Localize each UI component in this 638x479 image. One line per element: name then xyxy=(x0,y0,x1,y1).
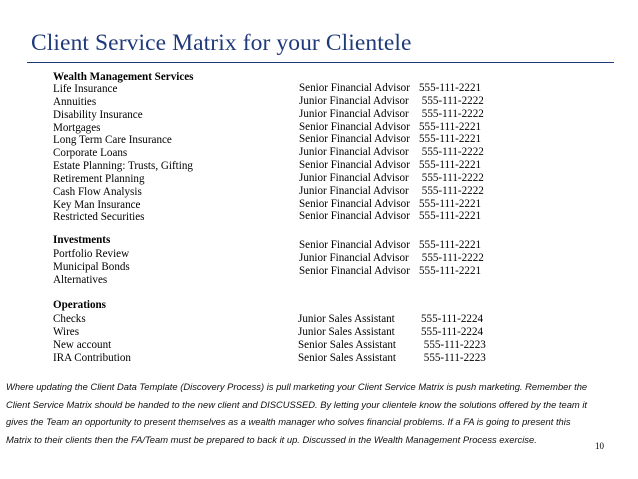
contact-row xyxy=(299,185,484,198)
service-item: Estate Planning: Trusts, Gifting xyxy=(53,160,193,173)
contact-role: Junior Sales Assistant xyxy=(298,325,395,338)
contact-role: Senior Financial Advisor xyxy=(299,239,410,251)
contact-role: Senior Financial Advisor xyxy=(299,133,410,146)
contact-phone: 555-111-2221 xyxy=(419,264,482,277)
operations-contacts-list xyxy=(298,313,486,364)
contact-role: Senior Financial Advisor xyxy=(299,82,410,94)
contact-phone: 555-111-2221 xyxy=(419,82,482,94)
service-item: Long Term Care Insurance xyxy=(53,134,172,147)
contact-phone: 555-111-2222 xyxy=(419,171,484,184)
investments-services-list xyxy=(53,248,130,287)
contact-row xyxy=(298,339,486,352)
footer-note: Where updating the Client Data Template (Discovery Process) is pull marketing your Client Service Matrix is push marketing. Remember the Client Service Matrix should be handed to the new client and DISCUSSED. By letting your clientele know the solutions offered by the team it gives the Team an opportunity to present themselves as a wealth manager who solves financial problems. If a FA is going to present this Matrix to their clients then the FA/Team must be prepared to back it up. Discussed in the Wealth Management Process exercise. xyxy=(6,381,588,445)
contact-phone: 555-111-2221 xyxy=(419,120,482,133)
service-item: New account xyxy=(53,338,112,351)
contact-row xyxy=(299,265,484,278)
service-item: Disability Insurance xyxy=(53,108,143,121)
contact-row xyxy=(299,159,484,172)
investments-heading: Investments xyxy=(53,234,111,246)
service-item: Mortgages xyxy=(53,121,101,134)
contact-phone: 555-111-2221 xyxy=(419,239,482,251)
contact-row xyxy=(298,326,486,339)
investments-contacts-list xyxy=(299,239,484,278)
contact-row xyxy=(299,121,484,134)
contact-role: Junior Financial Advisor xyxy=(299,251,409,264)
service-item: Corporate Loans xyxy=(53,147,128,160)
contact-phone: 555-111-2222 xyxy=(419,146,484,159)
service-item: Wires xyxy=(53,325,80,338)
wealth-contacts-list xyxy=(299,82,484,223)
operations-heading: Operations xyxy=(53,299,107,311)
contact-row xyxy=(299,198,484,211)
contact-role: Junior Financial Advisor xyxy=(299,94,409,107)
service-item: Key Man Insurance xyxy=(53,198,141,211)
contact-role: Junior Financial Advisor xyxy=(299,107,409,120)
contact-row xyxy=(299,133,484,146)
page-title: Client Service Matrix for your Clientele xyxy=(31,30,412,56)
service-item: Restricted Securities xyxy=(53,211,145,224)
wealth-services-list xyxy=(53,83,193,224)
contact-role: Junior Sales Assistant xyxy=(298,313,395,325)
contact-role: Junior Financial Advisor xyxy=(299,184,409,197)
contact-role: Junior Financial Advisor xyxy=(299,171,409,184)
service-item: Annuities xyxy=(53,95,97,108)
contact-row xyxy=(299,146,484,159)
service-item: Retirement Planning xyxy=(53,172,145,185)
contact-phone: 555-111-2221 xyxy=(419,133,482,146)
contact-role: Senior Sales Assistant xyxy=(298,351,396,364)
contact-phone: 555-111-2222 xyxy=(419,184,484,197)
contact-row xyxy=(299,95,484,108)
operations-services-list xyxy=(53,313,131,364)
contact-phone: 555-111-2222 xyxy=(419,251,484,264)
service-item: Alternatives xyxy=(53,273,108,286)
contact-role: Senior Financial Advisor xyxy=(299,120,410,133)
contact-role: Senior Sales Assistant xyxy=(298,338,396,351)
contact-row xyxy=(298,352,486,365)
contact-phone: 555-111-2221 xyxy=(419,159,482,172)
contact-phone: 555-111-2224 xyxy=(421,313,484,325)
contact-row xyxy=(298,313,486,326)
contact-phone: 555-111-2223 xyxy=(421,351,486,364)
service-item: Checks xyxy=(53,313,86,325)
contact-row xyxy=(299,172,484,185)
wealth-heading: Wealth Management Services xyxy=(53,71,194,83)
contact-role: Senior Financial Advisor xyxy=(299,159,410,172)
contact-phone: 555-111-2223 xyxy=(421,338,486,351)
contact-row xyxy=(299,252,484,265)
contact-row xyxy=(299,82,484,95)
contact-phone: 555-111-2224 xyxy=(421,325,484,338)
title-divider xyxy=(27,62,614,63)
contact-row xyxy=(299,108,484,121)
service-item: Life Insurance xyxy=(53,83,118,95)
contact-phone: 555-111-2222 xyxy=(419,107,484,120)
contact-row xyxy=(299,210,484,223)
contact-phone: 555-111-2221 xyxy=(419,210,482,223)
service-item: Municipal Bonds xyxy=(53,260,130,273)
contact-role: Senior Financial Advisor xyxy=(299,210,410,223)
page-number: 10 xyxy=(595,441,604,451)
service-item: Portfolio Review xyxy=(53,248,130,260)
service-item: Cash Flow Analysis xyxy=(53,185,142,198)
contact-role: Senior Financial Advisor xyxy=(299,197,410,210)
service-item: IRA Contribution xyxy=(53,351,131,364)
contact-phone: 555-111-2221 xyxy=(419,197,482,210)
contact-role: Senior Financial Advisor xyxy=(299,264,410,277)
contact-phone: 555-111-2222 xyxy=(419,94,484,107)
contact-row xyxy=(299,239,484,252)
contact-role: Junior Financial Advisor xyxy=(299,146,409,159)
